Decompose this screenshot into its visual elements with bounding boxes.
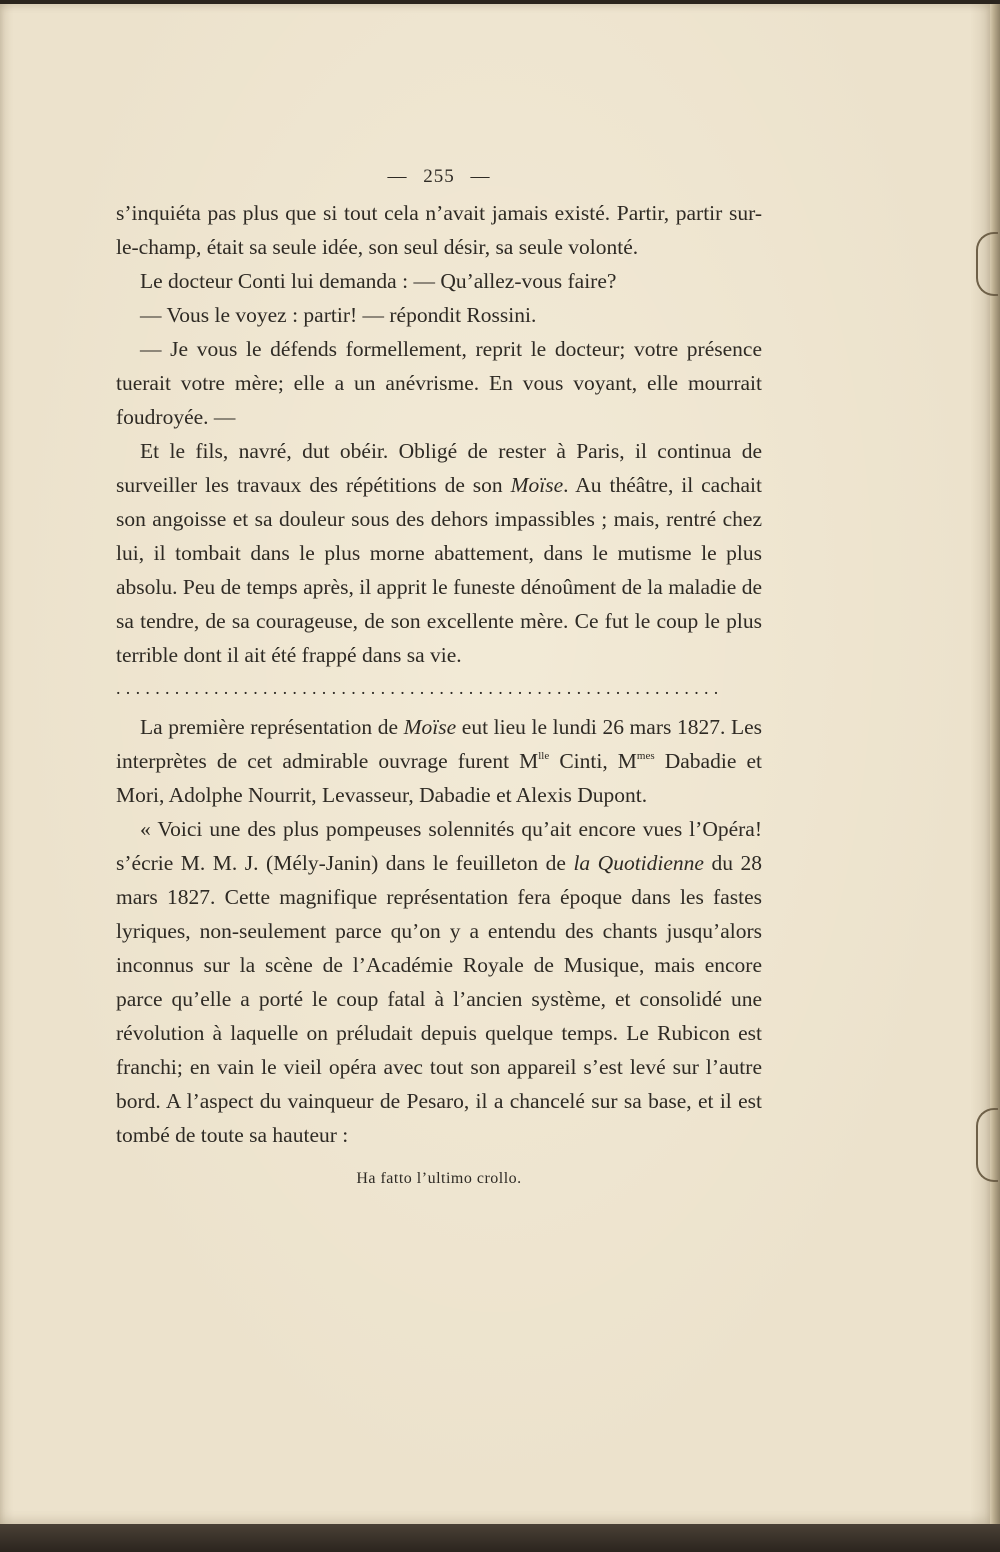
text-run: Dabadie et Mori, Adolphe Nourrit, Levasseur, Dabadie et Alexis Dupont. <box>116 749 762 807</box>
text-run: Cinti, M <box>549 749 637 773</box>
superscript-abbrev: lle <box>538 750 550 762</box>
text-run: La première représentation de <box>140 715 404 739</box>
work-title: Moïse <box>510 473 564 497</box>
paragraph: s’inquiéta pas plus que si tout cela n’avait jamais existé. Partir, partir sur-le-champ, était sa seule idée, son seul désir, sa seule volonté. <box>116 201 762 259</box>
work-title: Moïse <box>403 715 457 739</box>
text-run: eut lieu le lundi 26 mars 1827. Les interprètes de cet admirable ouvrage furent M <box>116 715 763 773</box>
folio-dash: — <box>470 166 491 187</box>
folio-dash: — <box>387 166 408 187</box>
paragraph: — Vous le voyez : partir! — répondit Rossini. <box>140 303 537 327</box>
paragraph: Le docteur Conti lui demanda : — Qu’allez-vous faire? <box>140 269 617 293</box>
paragraph <box>116 434 762 672</box>
binding-clip-mark <box>976 232 998 296</box>
text-run: . Au théâtre, il cachait son angoisse et sa douleur sous des dehors impassibles ; mais, rentré chez lui, il tombait dans le plus morne abattement, dans le mutisme le plus absolu. Peu de temps après, il apprit le funeste dénoûment de la maladie de sa tendre, de sa courageuse, de son excellente mère. Ce fut le coup le plus terrible dont il ait été frappé dans sa vie. <box>116 473 763 667</box>
paragraph <box>116 710 762 812</box>
paragraph <box>116 812 762 1152</box>
section-separator-dots: .............................................................. <box>116 678 724 698</box>
text-run: Et le fils, navré, dut obéir. Obligé de rester à Paris, il continua de surveiller les travaux des répétitions de son <box>116 439 762 497</box>
superscript-abbrev: mes <box>636 750 655 762</box>
text-column <box>116 160 762 1194</box>
italian-quote: Ha fatto l’ultimo crollo. <box>356 1170 522 1187</box>
paragraph: — Je vous le défends formellement, reprit le docteur; votre présence tuerait votre mère; elle a un anévrisme. En vous voyant, elle mourrait foudroyée. — <box>116 337 762 429</box>
text-run: « Voici une des plus pompeuses solennités qu’ait encore vues l’Opéra! s’écrie M. M. J. (Mély-Janin) dans le feuilleton de <box>116 817 762 875</box>
newspaper-title: la Quotidienne <box>573 851 704 875</box>
page-number: 255 <box>423 166 455 187</box>
page-bottom-edge <box>0 1524 1000 1552</box>
text-run: du 28 mars 1827. Cette magnifique représentation fera époque dans les fastes lyriques, non-seulement parce qu’on y a entendu des chants jusqu’alors inconnus sur la scène de l’Académie Royale de Musique, mais encore parce qu’elle a porté le coup fatal à l’ancien système, et consolidé une révolution à laquelle on préludait depuis quelque temps. Le Rubicon est franchi; en vain le vieil opéra avec tout son appareil s’est levé sur l’autre bord. A l’aspect du vainqueur de Pesaro, il a chancelé sur sa base, et il est tombé de toute sa hauteur : <box>116 851 762 1147</box>
binding-clip-mark <box>976 1108 998 1182</box>
page-number-header <box>116 160 762 194</box>
